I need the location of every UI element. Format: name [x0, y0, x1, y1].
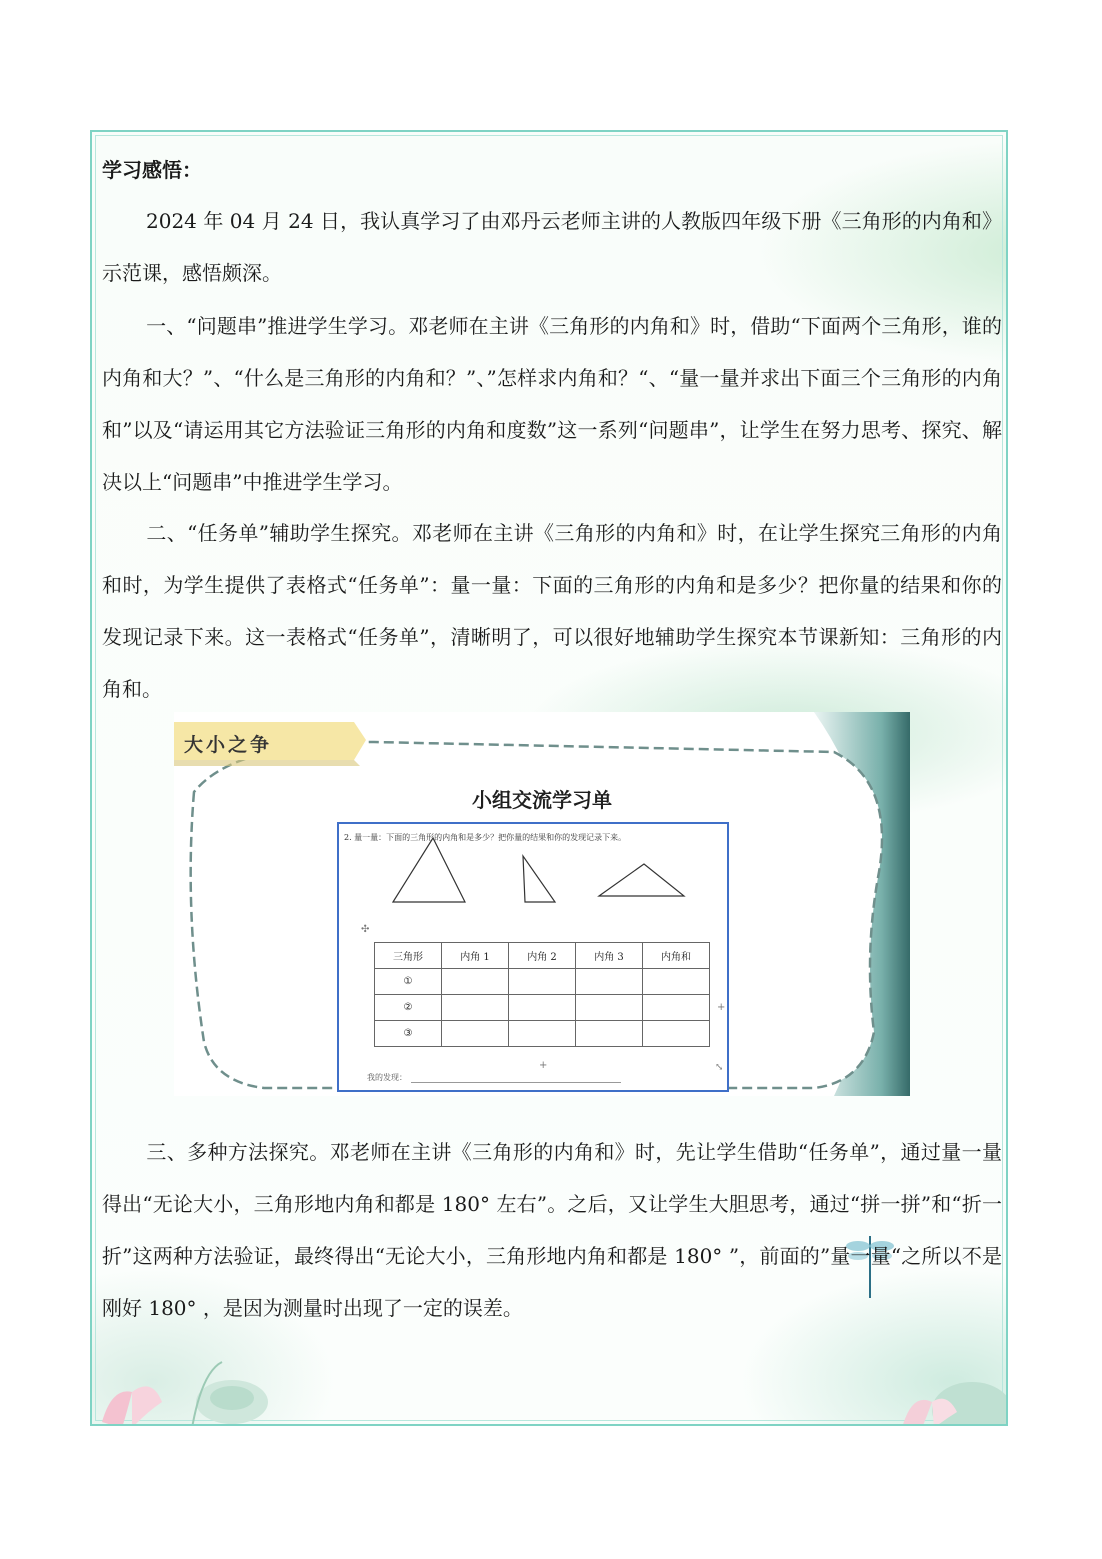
finding-line [411, 1082, 621, 1083]
table-cell [509, 1021, 576, 1047]
paragraph-task-sheet-text: 二、“任务单”辅助学生探究。邓老师在主讲《三角形的内角和》时，在让学生探究三角形的内角和时，为学生提供了表格式“任务单”：量一量：下面的三角形的内角和是多少？把你量的结果和你的发现记录下来。这一表格式“任务单”，清晰明了，可以很好地辅助学生探究本节课新知：三角形的内角和。 [102, 521, 1002, 701]
paragraph-intro [102, 195, 1002, 299]
paragraph-question-chain-text: 一、“问题串”推进学生学习。邓老师在主讲《三角形的内角和》时，借助“下面两个三角形，谁的内角和大？”、“什么是三角形的内角和？”、”怎样求内角和？“、“量一量并求出下面三个三角形的内角和”以及“请运用其它方法验证三角形的内角和度数”这一系列“问题串”，让学生在努力思考、探究、解决以上“问题串”中推进学生学习。 [102, 314, 1002, 494]
table-header-cell: 内角 2 [509, 943, 576, 969]
triangle-3 [599, 864, 684, 896]
content-frame [90, 130, 1008, 1426]
table-cell: ② [375, 995, 442, 1021]
table-cell [576, 969, 643, 995]
lotus-decoration-icon [92, 1332, 292, 1426]
lesson-slide-image [174, 712, 910, 1096]
table-cell [442, 995, 509, 1021]
paragraph-question-chain [102, 300, 1002, 508]
table-row [375, 1021, 710, 1047]
results-table [374, 942, 710, 1047]
add-column-icon: + [717, 1002, 726, 1013]
table-cell [576, 995, 643, 1021]
slide-title: 小组交流学习单 [472, 788, 612, 812]
table-row [375, 995, 710, 1021]
slide-tag: 大小之争 [184, 734, 273, 756]
resize-handle-icon: ⤡ [715, 1062, 724, 1073]
paragraph-task-sheet [102, 507, 1002, 715]
table-row [375, 969, 710, 995]
table-header-cell: 内角 3 [576, 943, 643, 969]
triangle-1 [393, 838, 465, 902]
table-cell [576, 1021, 643, 1047]
table-cell [643, 1021, 710, 1047]
table-cell [442, 1021, 509, 1047]
paragraph-intro-text: 2024 年 04 月 24 日，我认真学习了由邓丹云老师主讲的人教版四年级下册《三角形的内角和》示范课，感悟颇深。 [102, 209, 1002, 285]
add-row-icon: + [539, 1060, 548, 1071]
table-cell: ③ [375, 1021, 442, 1047]
table-cell [442, 969, 509, 995]
table-header-row [375, 943, 710, 969]
paragraph-methods-text: 三、多种方法探究。邓老师在主讲《三角形的内角和》时，先让学生借助“任务单”，通过量一量得出“无论大小，三角形地内角和都是 180° 左右”。之后，又让学生大胆思考，通过“拼一拼”和“折一折”这两种方法验证，最终得出“无论大小，三角形地内角和都是 180° ”，前面的”量一量“之所以不是刚好 180° ，是因为测量时出现了一定的误差。 [102, 1140, 1002, 1320]
table-cell [643, 995, 710, 1021]
paragraph-methods [102, 1126, 1002, 1334]
worksheet [337, 822, 729, 1092]
table-header-cell: 内角 1 [442, 943, 509, 969]
table-cell [509, 969, 576, 995]
table-header-cell: 内角和 [643, 943, 710, 969]
move-handle-icon: ✣ [361, 924, 370, 935]
section-heading: 学习感悟： [102, 158, 202, 182]
table-cell [509, 995, 576, 1021]
table-header-cell: 三角形 [375, 943, 442, 969]
table-cell: ① [375, 969, 442, 995]
table-cell [643, 969, 710, 995]
finding-label: 我的发现： [367, 1073, 407, 1082]
triangle-2 [523, 856, 555, 902]
worksheet-question: 2. 量一量：下面的三角形的内角和是多少？把你量的结果和你的发现记录下来。 [344, 833, 627, 842]
leaf-decoration-icon [872, 1332, 1008, 1426]
triangles-diagram [339, 824, 727, 934]
